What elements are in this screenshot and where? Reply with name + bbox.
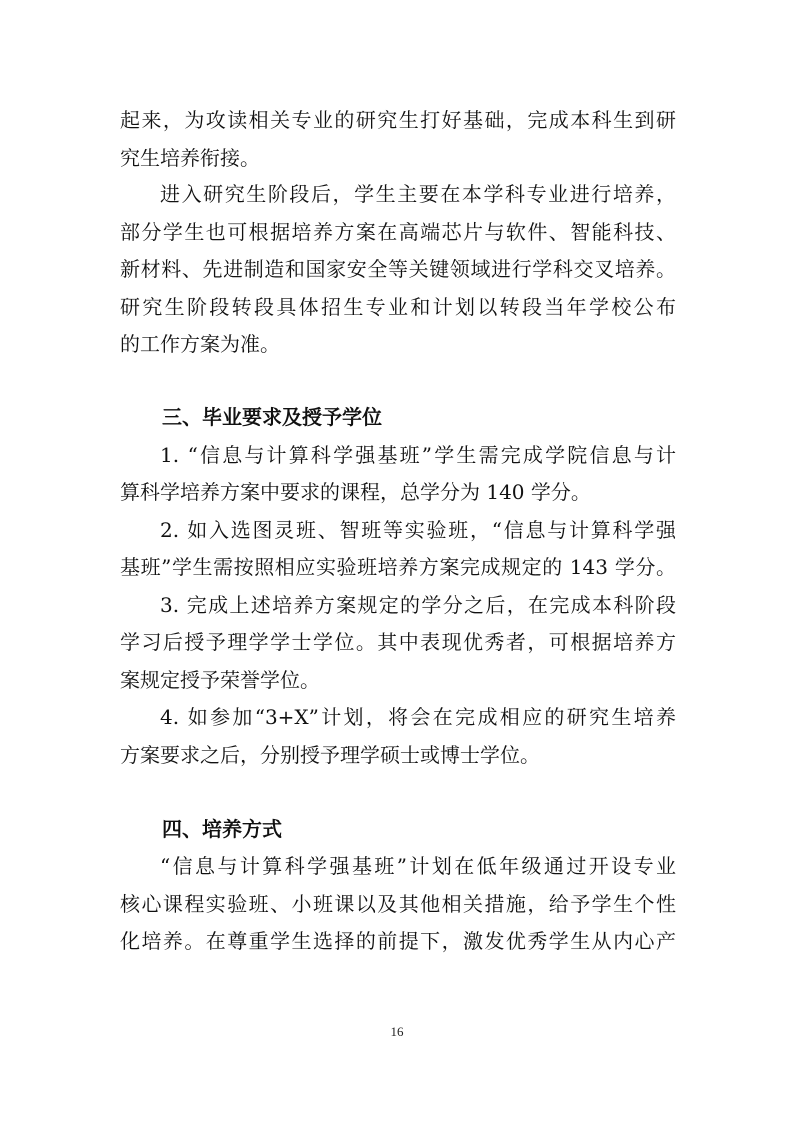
list-item-line: 2. 如入选图灵班、智班等实验班，“信息与计算科学强 xyxy=(160,518,676,542)
list-item-line: 1. “信息与计算科学强基班”学生需完成学院信息与计 xyxy=(160,443,676,467)
list-item-line: 学习后授予理学学士学位。其中表现优秀者，可根据培养方 xyxy=(120,630,676,654)
paragraph-line: “信息与计算科学强基班”计划在低年级通过开设专业 xyxy=(160,854,676,878)
list-item-line: 方案要求之后，分别授予理学硕士或博士学位。 xyxy=(120,743,540,767)
section-heading: 三、毕业要求及授予学位 xyxy=(162,405,382,429)
list-item-line: 算科学培养方案中要求的课程，总学分为 140 学分。 xyxy=(120,480,591,504)
paragraph-line: 新材料、先进制造和国家安全等关键领域进行学科交叉培养。 xyxy=(120,257,676,281)
paragraph-line: 部分学生也可根据培养方案在高端芯片与软件、智能科技、 xyxy=(120,220,676,244)
paragraph-line: 核心课程实验班、小班课以及其他相关措施，给予学生个性 xyxy=(120,892,676,916)
section-heading: 四、培养方式 xyxy=(162,817,282,841)
list-item-line: 案规定授予荣誉学位。 xyxy=(120,668,320,692)
paragraph-line: 起来，为攻读相关专业的研究生打好基础，完成本科生到研 xyxy=(120,108,676,132)
list-item-line: 基班”学生需按照相应实验班培养方案完成规定的 143 学分。 xyxy=(120,555,676,579)
paragraph-line: 化培养。在尊重学生选择的前提下，激发优秀学生从内心产 xyxy=(120,929,676,953)
list-item-line: 3. 完成上述培养方案规定的学分之后，在完成本科阶段 xyxy=(160,593,676,617)
list-item-line: 4. 如参加“3+X”计划，将会在完成相应的研究生培养 xyxy=(160,705,676,729)
paragraph-line: 的工作方案为准。 xyxy=(120,332,280,356)
page-number: 16 xyxy=(390,1024,404,1039)
paragraph-line: 研究生阶段转段具体招生专业和计划以转段当年学校公布 xyxy=(120,295,676,319)
paragraph-line: 究生培养衔接。 xyxy=(120,146,260,170)
paragraph-line: 进入研究生阶段后，学生主要在本学科专业进行培养， xyxy=(160,182,676,206)
